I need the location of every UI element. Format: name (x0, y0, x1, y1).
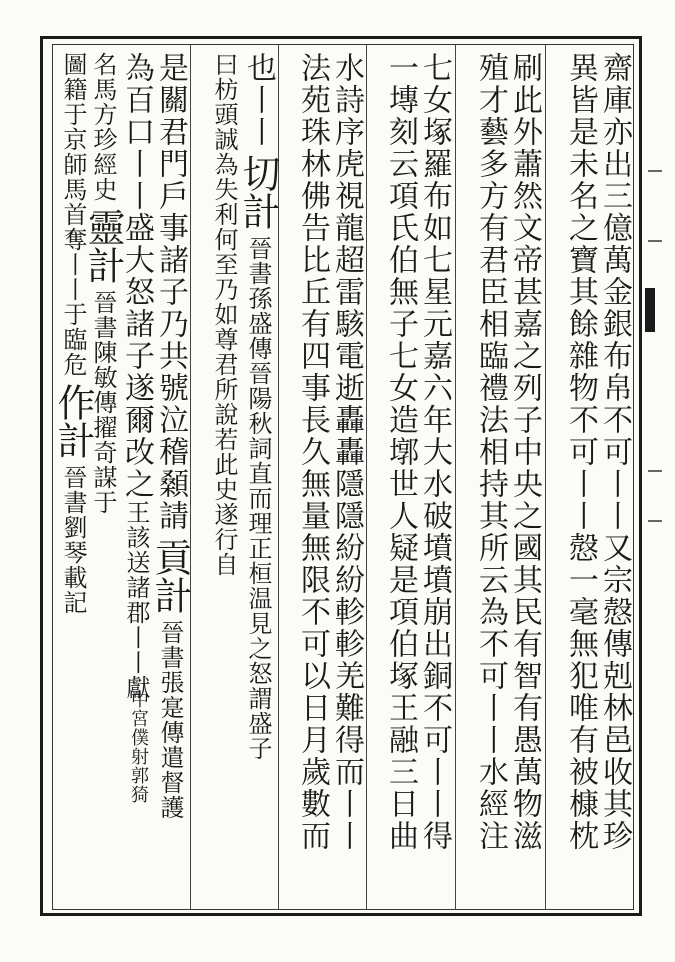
column-text: 法苑珠林佛告比丘有四事長久無量無限不可以日月歲數而 (295, 52, 330, 852)
column-text: 中宮僕射郭猗 (128, 690, 149, 804)
edge-tick (648, 470, 662, 472)
edge-tick (648, 170, 662, 172)
column-text: 水詩序虎視龍超雷駭電逝轟轟隱隱紛紛軫軫羌難得而丨丨 (329, 52, 364, 852)
right-margin (644, 44, 670, 910)
column-text: 圖籍于京師 (59, 52, 87, 177)
column-text: 刷此外蕭然文帝甚嘉之列子中央之國其民有智有愚萬物滋 (507, 52, 542, 852)
column-text: 曰枋頭誠為失利何至乃如尊君所說若此史遂行自 (210, 52, 238, 577)
column-text: 也丨丨 (241, 52, 276, 148)
column-text: 晉書劉琴載記 (59, 465, 87, 615)
column-text: 七女塚羅布如七星元嘉六年大水破墳墳崩出銅不可丨丨得 (417, 52, 452, 852)
text-column-14 (51, 52, 95, 902)
entry-heading: 切計 (236, 154, 280, 230)
column-text: 齋庫亦出三億萬金銀布帛不可丨丨又宗慤傳剋林邑收其珍 (597, 52, 632, 852)
text-column-10 (200, 52, 248, 902)
entry-heading: 靈計 (81, 208, 125, 284)
column-text: 王該送諸郡丨丨獻 (122, 500, 150, 700)
entry-heading: 作計 (51, 383, 95, 459)
column-text: 為百口丨丨盛大怒諸子遂爾改之 (119, 52, 154, 500)
column-text: 名馬方珍經史 (89, 52, 117, 202)
edge-tick (648, 240, 662, 242)
column-text: 是關君門戶事諸子乃共號泣稽顙請 (153, 52, 188, 532)
text-column-4 (466, 52, 514, 902)
column-text: 晉書陳敏傳擢奇謀于 (89, 290, 117, 515)
text-column-2 (556, 52, 604, 902)
column-text: 異皆是未名之寶其餘雜物不可丨丨慤一毫無犯唯有被槺枕 (563, 52, 598, 852)
column-text: 晉書孫盛傳晉陽秋詞直而理正桓温見之怒謂盛子 (244, 236, 272, 761)
entry-heading: 貢計 (148, 538, 192, 614)
edge-tick (648, 520, 662, 522)
column-text: 一塼刻云項氏伯無子七女造墎世人疑是項伯塚王融三日曲 (383, 52, 418, 852)
column-text: 殖才藝多方有君臣相臨禮法相持其所云為不可丨丨水經注 (473, 52, 508, 852)
tab-mark (645, 288, 655, 332)
column-text: 馬首奪丨丨于臨危 (59, 177, 87, 377)
text-column-6 (376, 52, 424, 902)
text-column-8 (288, 52, 336, 902)
column-text: 晉書張寔傳遣督護 (156, 620, 184, 820)
text-column-15 (128, 690, 148, 890)
